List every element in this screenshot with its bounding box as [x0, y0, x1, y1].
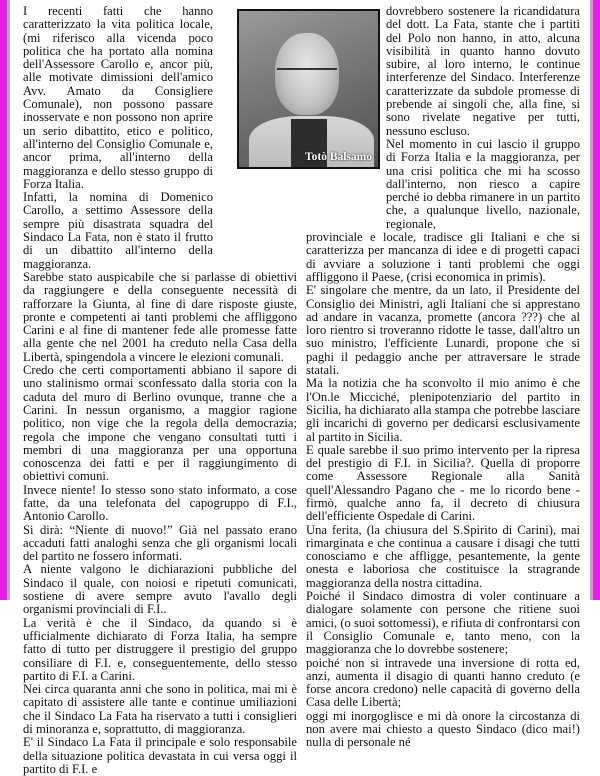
paragraph: La verità è che il Sindaco, da quando si è ufficialmente dichiarato di Forza Italia, ha sempre fatto di tutto per distruggere il prestigio del gruppo consiliare di F.I. e, conseguentemente, dello stesso partito di F.I. a Carini.	[23, 615, 297, 683]
paragraph: E' singolare che mentre, da un lato, il Presidente del Consiglio dei Ministri, agli Italiani che si apprestano ad andare in vacanza, promette (ancora ???) che al loro rientro si troveranno ridotte le tasse, dall'altro un suo ministro, l'efficiente Lunardi, propone che si paghi il pedaggio anche per attraversare le strade statali.	[306, 283, 580, 378]
paragraph: Credo che certi comportamenti abbiano il sapore di uno stalinismo ormai sconfessato dalla storia con la caduta del muro di Berlino ovunque, tranne che a Carini. In nessun organismo, a maggior ragione politico, non vige che la regola della democrazia; regola che impone che vengano consultati tutti i membri di una maggioranza per una opportuna conoscenza dei fatti e per il raggiungimento di obiettivi comuni.	[23, 363, 297, 484]
paragraph: Poiché il Sindaco dimostra di voler continuare a dialogare solamente con persone che ritiene suoi amici, (o suoi sottomessi), e rifiuta di confrontarsi con il Consiglio Comunale e, tanto meno, con la maggioranza che lo dovrebbe sostenere;	[306, 589, 580, 657]
left-column-wide-section	[23, 271, 297, 776]
paragraph: Nel momento in cui lascio il gruppo di Forza Italia e la maggioranza, per una crisi politica che mi ha scosso dall'interno, non riesco a capire perché io debba rimanere in un partito che, a qualunque livello, nazionale, regionale,	[386, 136, 580, 231]
paragraph: oggi mi inorgoglisce e mi dà onore la circostanza di non avere mai chiesto a questo Sindaco (dico mai!) nulla di personale né	[306, 708, 580, 750]
paragraph: Infatti, la nomina di Domenico Carollo, a settimo Assessore della sempre più disastrata squadra del Sindaco La Fata, non è stato il frutto di un dibattito all'interno della maggioranza.	[23, 190, 213, 271]
paragraph: provinciale e locale, tradisce gli Italiani e che si caratterizza per mancanza di idee e di progetti capaci di avviare a soluzione i tanti problemi che oggi affliggono il Paese, (crisi economica in primis).	[306, 230, 580, 284]
photo-caption: Totò Balsamo	[305, 151, 372, 163]
paragraph: Ma la notizia che ha sconvolto il mio animo è che l'On.le Micciché, plenipotenziario del partito in Sicilia, ha dichiarato alla stampa che potrebbe lasciare gli incarichi di governo per dedicarsi esclusivamente al partito in Sicilia.	[306, 376, 580, 444]
paragraph: Sarebbe stato auspicabile che si parlasse di obiettivi da raggiungere e della conseguente necessità di rafforzare la Giunta, al fine di dare risposte giuste, pronte e competenti ai tanti problemi che affliggono Carini e al fine di mantener fede alle promesse fatte alla gente che nel 2001 ha creduto nella Casa della Libertà, spingendola a vincere le elezioni comunali.	[23, 269, 297, 364]
paragraph: I recenti fatti che hanno caratterizzato la vita politica locale, (mi riferisco alla vicenda poco politica che ha portato alla nomina dell'Assessore Carollo e, ancor più, alle motivate dimissioni dell'amico Avv. Amato da Consigliere Comunale), non possono passare inosservate e non possono non aprire un serio dibattito, etico e politico, all'interno del Consiglio Comunale e, ancor prima, all'interno della maggioranza e dello stesso gruppo di Forza Italia.	[23, 4, 213, 191]
paragraph: E quale sarebbe il suo primo intervento per la ripresa del prestigio di F.I. in Sicilia?. Quella di proporre come Assessore Regionale alla Sanità quell'Alessandro Pagano che - me lo ricordo bene - firmò, qualche anno fa, il decreto di chiusura dell'efficiente Ospedale di Carini.	[306, 442, 580, 524]
left-border-shadow	[7, 0, 10, 600]
paragraph: dovrebbero sostenere la ricandidatura del dott. La Fata, stante che i partiti del Polo non hanno, in atto, alcuna visibilità in quanto hanno dovuto subire, al loro interno, le continue interferenze del Sindaco. Interferenze caratterizzate da subdole promesse di prebende ai singoli che, alla fine, si sono rivelate negative per tutti, nessuno escluso.	[386, 4, 580, 138]
right-magenta-border	[593, 0, 600, 600]
right-border-shadow	[590, 0, 593, 600]
paragraph: Invece niente! Io stesso sono stato informato, a cose fatte, da una telefonata del capogruppo di F.I., Antonio Carollo.	[23, 482, 297, 524]
paragraph: Si dirà: “Niente di nuovo!” Già nel passato erano accaduti fatti analoghi senza che gli organismi locali del partito ne fossero informati.	[23, 522, 297, 564]
paragraph: Una ferita, (la chiusura del S.Spirito di Carini), mai rimarginata e che continua a causare i disagi che tutti conosciamo e che affligge, pesantemente, la gente onesta e laboriosa che costituisce la stragrande maggioranza della nostra cittadina.	[306, 522, 580, 590]
paragraph: Nei circa quaranta anni che sono in politica, mai mi è capitato di assistere alle tante e continue umiliazioni che il Sindaco La Fata ha riservato a tutti i consiglieri di minoranza e, soprattutto, di maggioranza.	[23, 682, 297, 737]
right-column-wide-section	[306, 231, 580, 750]
right-column	[306, 5, 580, 750]
paragraph: E' il Sindaco La Fata il principale e solo responsabile della situazione politica devastata in cui versa oggi il partito di F.I. e	[23, 735, 297, 776]
left-magenta-border	[0, 0, 7, 600]
left-column-narrow-section	[23, 5, 213, 271]
paragraph: poiché non si intravede una inversione di rotta ed, anzi, aumenta il disagio di quanti hanno creduto (e forse ancora credono) nelle capacità di governo della Casa delle Libertà;	[306, 655, 580, 710]
paragraph: A niente valgono le dichiarazioni pubbliche del Sindaco il quale, con noiosi e ripetuti comunicati, sostiene di avere sempre avuto l'avallo degli organismi provinciali di F.I..	[23, 562, 297, 617]
article-page	[23, 4, 580, 776]
right-column-narrow-section	[386, 5, 580, 231]
